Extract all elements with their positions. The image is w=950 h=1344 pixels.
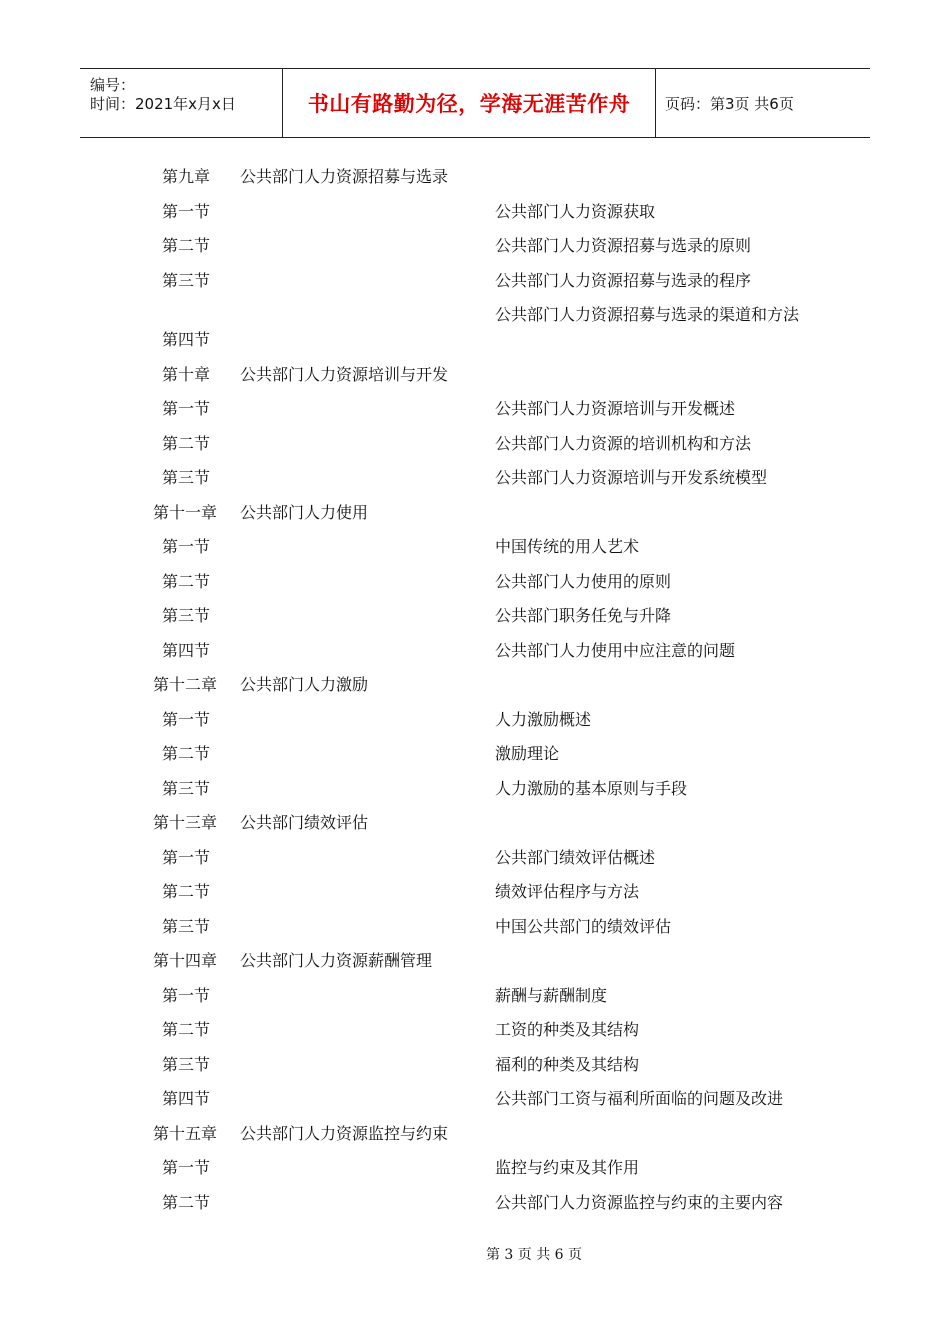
section-label: 第二节 (162, 236, 211, 255)
section-label: 第三节 (162, 916, 211, 936)
footer-page-number: 第 3 页 共 6 页 (485, 1247, 583, 1263)
section-title: 公共部门人力资源招募与选录的原则 (495, 236, 752, 255)
section-title: 公共部门人力使用中应注意的问题 (495, 640, 736, 660)
section-title: 公共部门人力资源招募与选录的渠道和方法 (495, 305, 800, 324)
section-label: 第四节 (162, 1089, 211, 1108)
chapter-title: 公共部门人力使用 (240, 502, 369, 522)
chapter-title: 公共部门绩效评估 (240, 813, 369, 832)
section-title: 绩效评估程序与方法 (495, 882, 640, 901)
motto-text: 书山有路勤为径，学海无涯苦作舟 (307, 92, 631, 116)
number-label: 编号： (90, 76, 136, 94)
section-title: 公共部门绩效评估概述 (495, 847, 656, 867)
section-label: 第三节 (162, 778, 211, 798)
section-label: 第三节 (162, 606, 211, 625)
section-label: 第二节 (162, 882, 211, 901)
section-title: 工资的种类及其结构 (495, 1020, 640, 1039)
header-info-cell (80, 69, 282, 137)
section-title: 福利的种类及其结构 (495, 1054, 640, 1074)
section-label: 第二节 (162, 571, 211, 591)
section-title: 人力激励概述 (495, 709, 592, 729)
chapter-label: 第十五章 (153, 1123, 218, 1143)
section-title: 公共部门人力资源的培训机构和方法 (495, 433, 752, 453)
section-label: 第一节 (162, 709, 211, 729)
section-title: 公共部门工资与福利所面临的问题及改进 (495, 1089, 784, 1108)
section-title: 薪酬与薪酬制度 (495, 985, 608, 1005)
section-label: 第一节 (162, 201, 211, 221)
chapter-label: 第十一章 (153, 502, 218, 522)
section-title: 公共部门人力使用的原则 (495, 571, 672, 591)
section-title: 中国公共部门的绩效评估 (495, 916, 672, 936)
section-label: 第一节 (162, 399, 211, 418)
section-title: 公共部门人力资源监控与约束的主要内容 (495, 1192, 784, 1212)
section-title: 公共部门人力资源培训与开发概述 (495, 399, 736, 418)
section-label: 第三节 (162, 270, 211, 290)
section-title: 公共部门人力资源获取 (495, 201, 656, 221)
section-label: 第三节 (162, 468, 211, 487)
section-title: 激励理论 (495, 744, 560, 763)
section-label: 第一节 (162, 985, 211, 1005)
section-title: 公共部门人力资源培训与开发系统模型 (495, 468, 768, 487)
section-label: 第三节 (162, 1054, 211, 1074)
section-label: 第二节 (162, 433, 211, 453)
section-title: 中国传统的用人艺术 (495, 537, 640, 556)
header-motto-cell (282, 69, 656, 137)
section-label: 第二节 (162, 1192, 211, 1212)
section-title: 监控与约束及其作用 (495, 1158, 640, 1177)
section-label: 第二节 (162, 1020, 211, 1039)
page-footer (0, 1244, 950, 1264)
chapter-title: 公共部门人力激励 (240, 675, 369, 694)
chapter-title: 公共部门人力资源监控与约束 (240, 1123, 449, 1143)
time-label: 时间：2021年x月x日 (90, 95, 236, 113)
section-label: 第一节 (162, 1158, 211, 1177)
chapter-title: 公共部门人力资源薪酬管理 (240, 951, 433, 970)
section-label: 第一节 (162, 537, 211, 556)
page-code: 页码：第3页 共6页 (665, 94, 794, 113)
chapter-label: 第九章 (162, 167, 211, 186)
section-label: 第四节 (162, 640, 211, 660)
chapter-label: 第十四章 (153, 951, 218, 970)
chapter-title: 公共部门人力资源招募与选录 (240, 167, 449, 186)
section-label: 第四节 (162, 330, 211, 349)
chapter-label: 第十三章 (153, 813, 218, 832)
section-title: 公共部门人力资源招募与选录的程序 (495, 270, 752, 290)
chapter-label: 第十章 (162, 364, 211, 384)
section-label: 第二节 (162, 744, 211, 763)
section-title: 人力激励的基本原则与手段 (495, 778, 688, 798)
section-label: 第一节 (162, 847, 211, 867)
section-title: 公共部门职务任免与升降 (495, 606, 672, 625)
header-page-cell (655, 69, 870, 137)
chapter-title: 公共部门人力资源培训与开发 (240, 364, 449, 384)
chapter-label: 第十二章 (153, 675, 218, 694)
page-header (80, 68, 870, 138)
